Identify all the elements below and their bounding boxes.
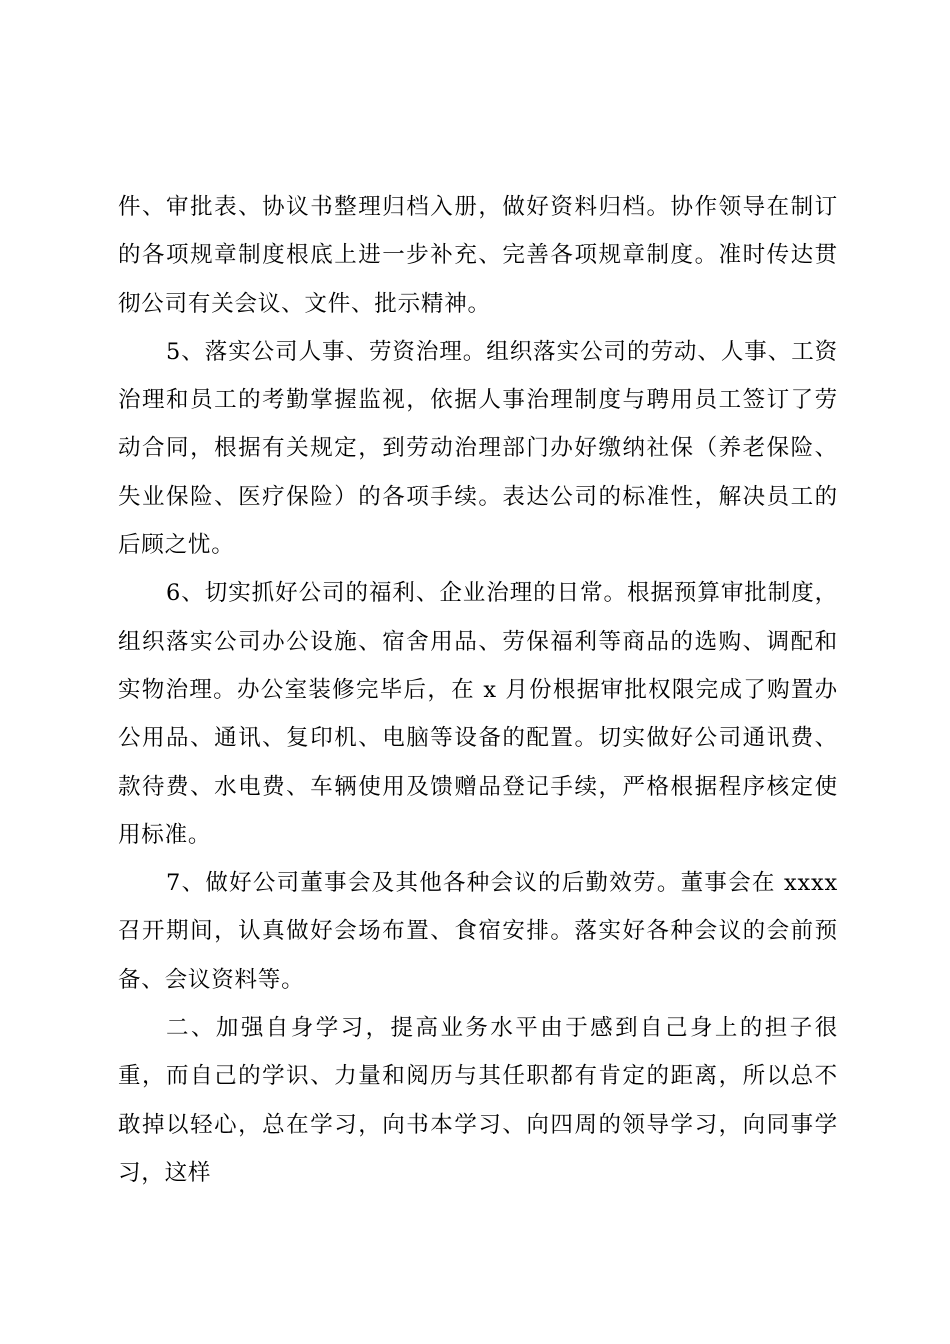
- paragraph-section-two: 二、加强自身学习，提高业务水平由于感到自己身上的担子很重，而自己的学识、力量和阅历与其任职都有肯定的距离，所以总不敢掉以轻心，总在学习，向书本学习、向四周的领导学习，向同事学习，这样: [118, 1015, 838, 1186]
- paragraph-continuation: 件、审批表、协议书整理归档入册，做好资料归档。协作领导在制订的各项规章制度根底上进一步补充、完善各项规章制度。准时传达贯彻公司有关会议、文件、批示精神。: [118, 194, 838, 317]
- paragraph-item-5: 5、落实公司人事、劳资治理。组织落实公司的劳动、人事、工资治理和员工的考勤掌握监视，依据人事治理制度与聘用员工签订了劳动合同，根据有关规定，到劳动治理部门办好缴纳社保（养老保险、失业保险、医疗保险）的各项手续。表达公司的标准性，解决员工的后顾之忧。: [118, 338, 838, 559]
- paragraph-item-6: 6、切实抓好公司的福利、企业治理的日常。根据预算审批制度，组织落实公司办公设施、宿舍用品、劳保福利等商品的选购、调配和实物治理。办公室装修完毕后，在 x 月份根据审批权限完成了购置办公用品、通讯、复印机、电脑等设备的配置。切实做好公司通讯费、款待费、水电费、车辆使用及馈赠品登记手续，严格根据程序核定使用标准。: [118, 580, 838, 848]
- document-body: [118, 183, 838, 1197]
- paragraph-item-7: 7、做好公司董事会及其他各种会议的后勤效劳。董事会在 xxxx 召开期间，认真做好会场布置、食宿安排。落实好各种会议的会前预备、会议资料等。: [118, 870, 838, 993]
